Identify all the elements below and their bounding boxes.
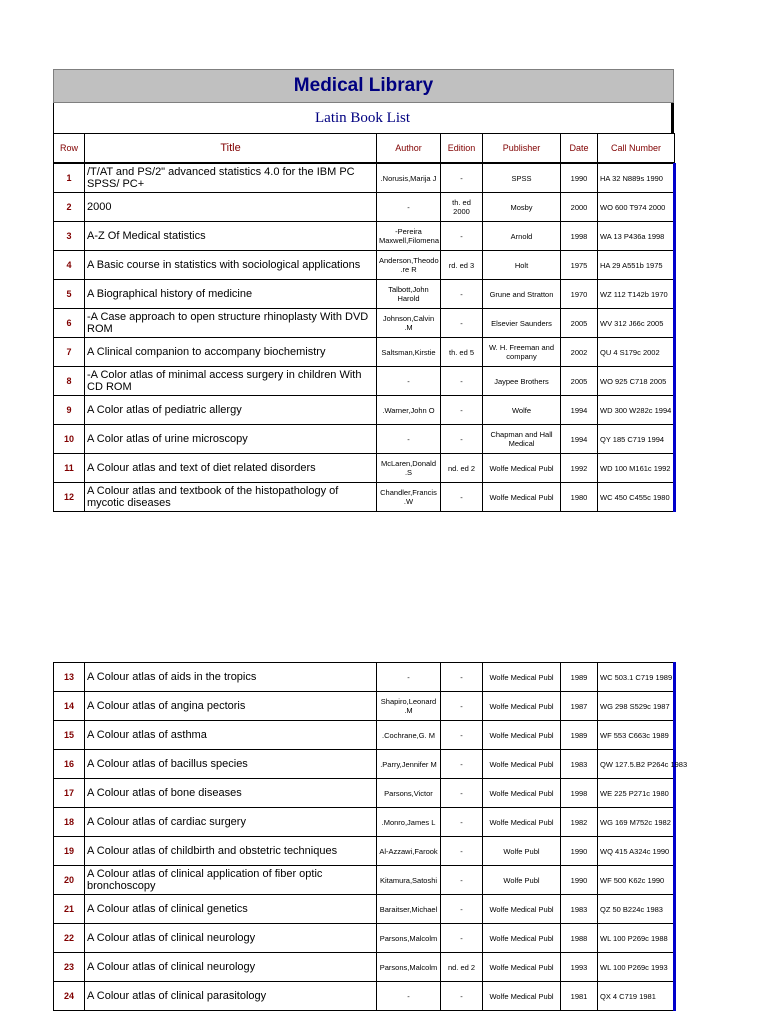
book-title: A-Z Of Medical statistics — [85, 222, 377, 251]
table-row — [54, 721, 675, 750]
column-header-author: Author — [377, 134, 441, 163]
book-author: - — [377, 425, 441, 454]
book-date: 1998 — [561, 779, 598, 808]
table-row — [54, 692, 675, 721]
table-row — [54, 924, 675, 953]
row-number: 3 — [54, 222, 85, 251]
book-edition: - — [441, 982, 483, 1011]
book-date: 1981 — [561, 982, 598, 1011]
book-title: A Clinical companion to accompany biochemistry — [85, 338, 377, 367]
book-title: A Biographical history of medicine — [85, 280, 377, 309]
row-number: 20 — [54, 866, 85, 895]
row-number: 7 — [54, 338, 85, 367]
book-publisher: Wolfe Medical Publ — [483, 953, 561, 982]
book-title: A Color atlas of pediatric allergy — [85, 396, 377, 425]
book-date: 2005 — [561, 309, 598, 338]
book-author: .Warner,John O — [377, 396, 441, 425]
book-author: Chandler,Francis .W — [377, 483, 441, 512]
book-call-number: WE 225 P271c 1980 — [598, 779, 675, 808]
row-number: 12 — [54, 483, 85, 512]
book-author: .Parry,Jennifer M — [377, 750, 441, 779]
book-publisher: Wolfe Medical Publ — [483, 750, 561, 779]
book-edition: - — [441, 866, 483, 895]
book-title: /T/AT and PS/2" advanced statistics 4.0 for the IBM PC SPSS/ PC+ — [85, 164, 377, 193]
book-title: A Colour atlas of clinical application of fiber optic bronchoscopy — [85, 866, 377, 895]
book-title: A Color atlas of urine microscopy — [85, 425, 377, 454]
book-call-number: WQ 415 A324c 1990 — [598, 837, 675, 866]
row-number: 15 — [54, 721, 85, 750]
table-row — [54, 280, 675, 309]
book-edition: - — [441, 692, 483, 721]
book-date: 1990 — [561, 866, 598, 895]
book-title: -A Case approach to open structure rhinoplasty With DVD ROM — [85, 309, 377, 338]
book-publisher: Holt — [483, 251, 561, 280]
book-date: 1994 — [561, 396, 598, 425]
table-row — [54, 837, 675, 866]
book-date: 1989 — [561, 721, 598, 750]
row-number: 13 — [54, 663, 85, 692]
book-date: 1983 — [561, 895, 598, 924]
book-publisher: Wolfe Medical Publ — [483, 454, 561, 483]
book-title: A Colour atlas of clinical genetics — [85, 895, 377, 924]
book-edition: - — [441, 425, 483, 454]
book-publisher: Wolfe Medical Publ — [483, 808, 561, 837]
book-call-number: WC 503.1 C719 1989 — [598, 663, 675, 692]
table-row — [54, 193, 675, 222]
book-call-number: WF 500 K62c 1990 — [598, 866, 675, 895]
book-author: - — [377, 982, 441, 1011]
book-edition: - — [441, 367, 483, 396]
table-row — [54, 309, 675, 338]
book-publisher: W. H. Freeman and company — [483, 338, 561, 367]
book-title: A Colour atlas of childbirth and obstetric techniques — [85, 837, 377, 866]
book-author: - — [377, 367, 441, 396]
book-publisher: Wolfe Medical Publ — [483, 779, 561, 808]
row-number: 8 — [54, 367, 85, 396]
row-number: 16 — [54, 750, 85, 779]
book-call-number: WD 300 W282c 1994 — [598, 396, 675, 425]
row-number: 21 — [54, 895, 85, 924]
column-header-date: Date — [561, 134, 598, 163]
book-edition: - — [441, 309, 483, 338]
book-call-number: WL 100 P269c 1993 — [598, 953, 675, 982]
book-author: McLaren,Donald .S — [377, 454, 441, 483]
book-call-number: WD 100 M161c 1992 — [598, 454, 675, 483]
book-edition: - — [441, 779, 483, 808]
book-date: 1983 — [561, 750, 598, 779]
book-edition: th. ed 2000 — [441, 193, 483, 222]
book-publisher: Grune and Stratton — [483, 280, 561, 309]
row-number: 19 — [54, 837, 85, 866]
book-call-number: WO 925 C718 2005 — [598, 367, 675, 396]
column-header-call-number: Call Number — [598, 134, 675, 163]
table-row — [54, 483, 675, 512]
row-number: 9 — [54, 396, 85, 425]
table-row — [54, 454, 675, 483]
book-call-number: WO 600 T974 2000 — [598, 193, 675, 222]
book-author: Saltsman,Kirstie — [377, 338, 441, 367]
book-author: Parsons,Malcolm — [377, 953, 441, 982]
book-title: A Colour atlas of cardiac surgery — [85, 808, 377, 837]
book-publisher: Wolfe Medical Publ — [483, 924, 561, 953]
book-author: Parsons,Malcolm — [377, 924, 441, 953]
book-date: 1987 — [561, 692, 598, 721]
book-author: .Norusis,Marija J — [377, 164, 441, 193]
book-publisher: Wolfe Medical Publ — [483, 692, 561, 721]
book-table-page-2 — [53, 662, 688, 1011]
book-author: .Cochrane,G. M — [377, 721, 441, 750]
table-row — [54, 222, 675, 251]
column-header-title: Title — [85, 134, 377, 163]
table-row — [54, 367, 675, 396]
table-row — [54, 953, 675, 982]
book-date: 1990 — [561, 164, 598, 193]
book-publisher: Wolfe Publ — [483, 837, 561, 866]
book-title: A Colour atlas of aids in the tropics — [85, 663, 377, 692]
book-date: 1992 — [561, 454, 598, 483]
book-publisher: Wolfe — [483, 396, 561, 425]
book-author: Shapiro,Leonard .M — [377, 692, 441, 721]
book-publisher: Arnold — [483, 222, 561, 251]
book-edition: - — [441, 750, 483, 779]
book-call-number: QU 4 S179c 2002 — [598, 338, 675, 367]
book-title: A Basic course in statistics with sociological applications — [85, 251, 377, 280]
book-publisher: Chapman and Hall Medical — [483, 425, 561, 454]
table-row — [54, 895, 675, 924]
book-edition: - — [441, 808, 483, 837]
table-row — [54, 663, 675, 692]
book-call-number: WG 169 M752c 1982 — [598, 808, 675, 837]
book-edition: - — [441, 721, 483, 750]
row-number: 14 — [54, 692, 85, 721]
book-publisher: Mosby — [483, 193, 561, 222]
book-date: 1994 — [561, 425, 598, 454]
book-date: 1975 — [561, 251, 598, 280]
book-call-number: QW 127.5.B2 P264c 1983 — [598, 750, 675, 779]
book-author: - — [377, 193, 441, 222]
book-call-number: WF 553 C663c 1989 — [598, 721, 675, 750]
column-header-edition: Edition — [441, 134, 483, 163]
book-edition: - — [441, 222, 483, 251]
book-date: 1990 — [561, 837, 598, 866]
column-header-row: Row — [54, 134, 85, 163]
book-title: A Colour atlas of asthma — [85, 721, 377, 750]
book-title: A Colour atlas of bacillus species — [85, 750, 377, 779]
book-title: 2000 — [85, 193, 377, 222]
book-edition: nd. ed 2 — [441, 953, 483, 982]
book-publisher: Wolfe Publ — [483, 866, 561, 895]
book-edition: - — [441, 280, 483, 309]
book-author: Al-Azzawi,Farook — [377, 837, 441, 866]
book-publisher: Wolfe Medical Publ — [483, 663, 561, 692]
book-author: Parsons,Victor — [377, 779, 441, 808]
book-call-number: HA 29 A551b 1975 — [598, 251, 675, 280]
book-date: 1980 — [561, 483, 598, 512]
book-edition: - — [441, 164, 483, 193]
book-edition: - — [441, 663, 483, 692]
row-number: 23 — [54, 953, 85, 982]
book-author: - — [377, 663, 441, 692]
book-title: A Colour atlas of bone diseases — [85, 779, 377, 808]
book-date: 2000 — [561, 193, 598, 222]
page-title: Medical Library — [53, 69, 674, 103]
book-edition: rd. ed 3 — [441, 251, 483, 280]
book-call-number: QZ 50 B224c 1983 — [598, 895, 675, 924]
book-author: Talbott,John Harold — [377, 280, 441, 309]
table-row — [54, 425, 675, 454]
book-author: Kitamura,Satoshi — [377, 866, 441, 895]
row-number: 24 — [54, 982, 85, 1011]
book-author: Johnson,Calvin .M — [377, 309, 441, 338]
book-date: 1970 — [561, 280, 598, 309]
row-number: 11 — [54, 454, 85, 483]
page-subtitle: Latin Book List — [53, 103, 674, 133]
book-call-number: QY 185 C719 1994 — [598, 425, 675, 454]
row-number: 2 — [54, 193, 85, 222]
book-date: 1998 — [561, 222, 598, 251]
book-publisher: Wolfe Medical Publ — [483, 895, 561, 924]
row-number: 1 — [54, 164, 85, 193]
row-number: 17 — [54, 779, 85, 808]
book-edition: - — [441, 483, 483, 512]
table-row — [54, 164, 675, 193]
book-title: A Colour atlas of angina pectoris — [85, 692, 377, 721]
book-call-number: WV 312 J66c 2005 — [598, 309, 675, 338]
row-number: 18 — [54, 808, 85, 837]
row-number: 22 — [54, 924, 85, 953]
book-title: A Colour atlas of clinical parasitology — [85, 982, 377, 1011]
book-title: A Colour atlas of clinical neurology — [85, 953, 377, 982]
table-row — [54, 982, 675, 1011]
table-row — [54, 251, 675, 280]
book-edition: th. ed 5 — [441, 338, 483, 367]
book-call-number: HA 32 N889s 1990 — [598, 164, 675, 193]
row-number: 5 — [54, 280, 85, 309]
book-table-page-1 — [53, 163, 676, 512]
book-edition: - — [441, 396, 483, 425]
book-date: 2005 — [561, 367, 598, 396]
book-date: 1989 — [561, 663, 598, 692]
book-publisher: Elsevier Saunders — [483, 309, 561, 338]
book-call-number: WL 100 P269c 1988 — [598, 924, 675, 953]
book-call-number: WC 450 C455c 1980 — [598, 483, 675, 512]
book-date: 1993 — [561, 953, 598, 982]
page-1 — [53, 69, 674, 512]
book-title: A Colour atlas and text of diet related disorders — [85, 454, 377, 483]
book-edition: nd. ed 2 — [441, 454, 483, 483]
book-date: 1988 — [561, 924, 598, 953]
book-call-number: WZ 112 T142b 1970 — [598, 280, 675, 309]
table-row — [54, 808, 675, 837]
book-call-number: WG 298 S529c 1987 — [598, 692, 675, 721]
book-publisher: Wolfe Medical Publ — [483, 982, 561, 1011]
row-number: 10 — [54, 425, 85, 454]
book-author: Anderson,Theodo .re R — [377, 251, 441, 280]
table-row — [54, 779, 675, 808]
book-call-number: WA 13 P436a 1998 — [598, 222, 675, 251]
row-number: 6 — [54, 309, 85, 338]
book-date: 2002 — [561, 338, 598, 367]
book-publisher: SPSS — [483, 164, 561, 193]
book-publisher: Wolfe Medical Publ — [483, 483, 561, 512]
book-title: A Colour atlas of clinical neurology — [85, 924, 377, 953]
book-call-number: QX 4 C719 1981 — [598, 982, 675, 1011]
column-header-publisher: Publisher — [483, 134, 561, 163]
book-publisher: Jaypee Brothers — [483, 367, 561, 396]
book-date: 1982 — [561, 808, 598, 837]
book-title: A Colour atlas and textbook of the histopathology of mycotic diseases — [85, 483, 377, 512]
table-row — [54, 338, 675, 367]
table-row — [54, 396, 675, 425]
book-author: -Pereira Maxwell,Filomena — [377, 222, 441, 251]
book-author: Baraitser,Michael — [377, 895, 441, 924]
page-2 — [53, 662, 688, 1011]
book-publisher: Wolfe Medical Publ — [483, 721, 561, 750]
book-author: .Monro,James L — [377, 808, 441, 837]
row-number: 4 — [54, 251, 85, 280]
book-title: -A Color atlas of minimal access surgery in children With CD ROM — [85, 367, 377, 396]
book-edition: - — [441, 924, 483, 953]
table-row — [54, 750, 675, 779]
book-edition: - — [441, 895, 483, 924]
book-table-header — [53, 133, 675, 163]
book-edition: - — [441, 837, 483, 866]
table-row — [54, 866, 675, 895]
